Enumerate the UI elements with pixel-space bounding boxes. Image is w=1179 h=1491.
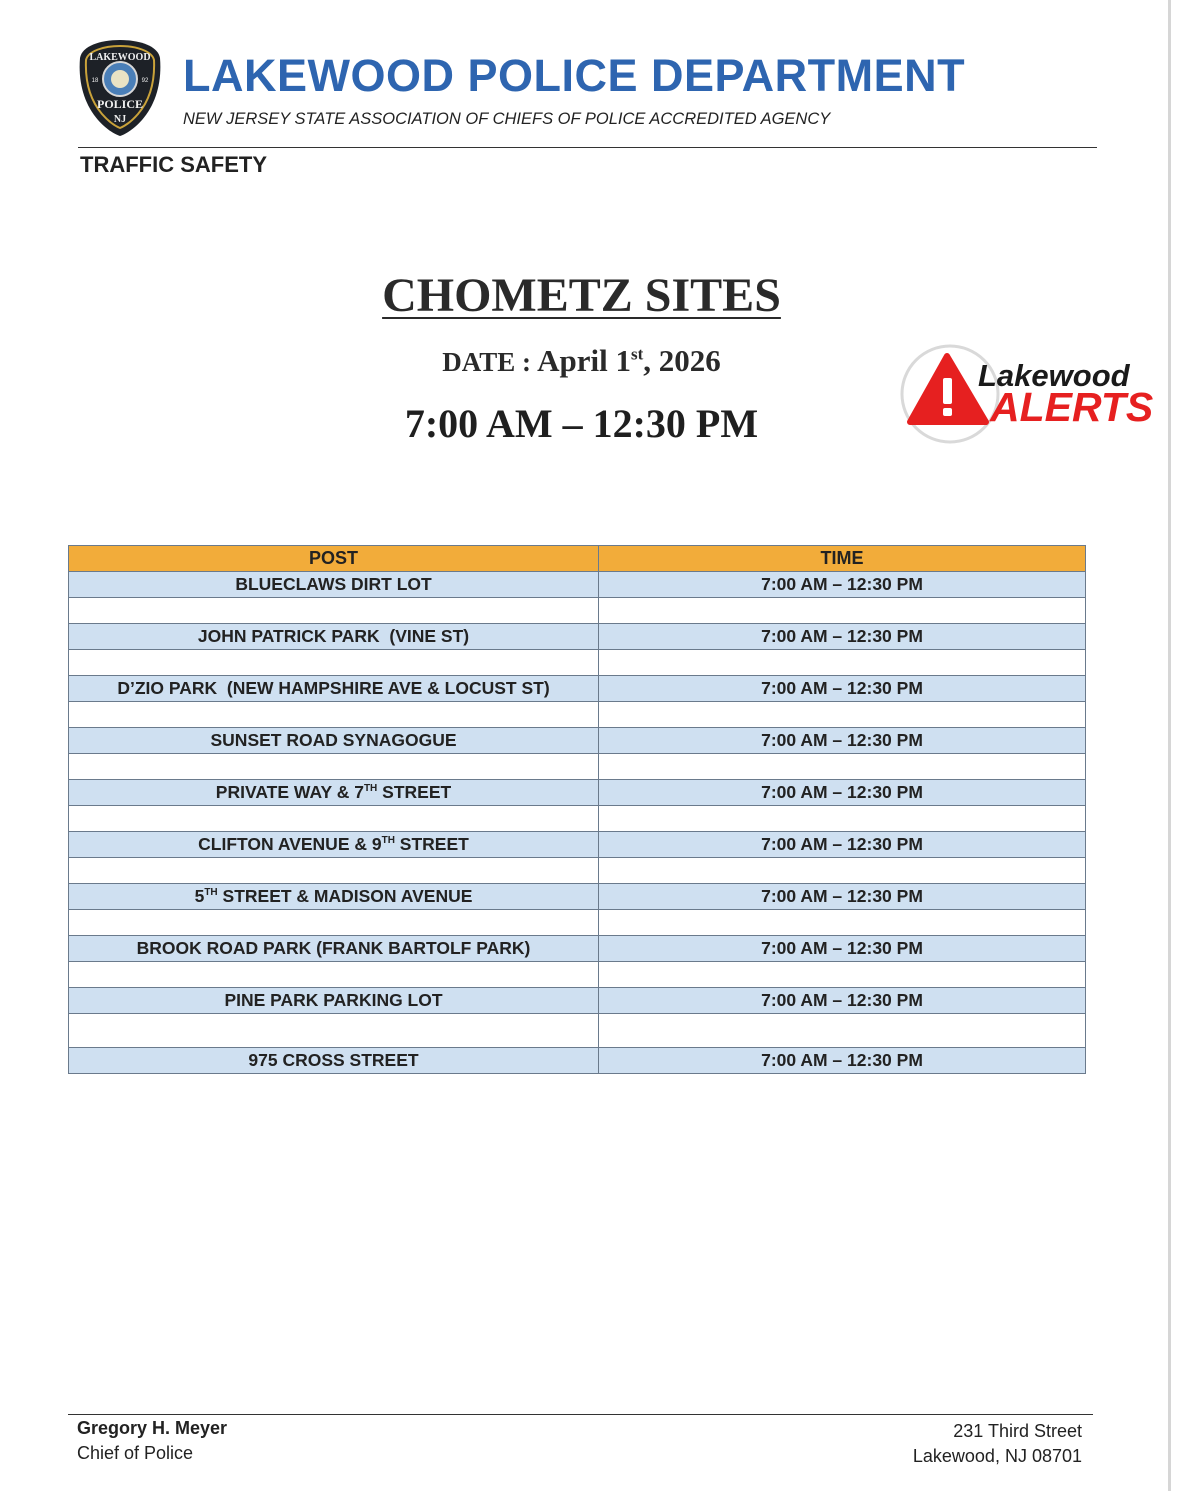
post-cell: CLIFTON AVENUE & 9TH STREET [69, 832, 599, 858]
document-title-text: CHOMETZ SITES [382, 269, 781, 322]
date-label: DATE : [442, 347, 532, 377]
table-row [69, 936, 1086, 962]
post-cell: BLUECLAWS DIRT LOT [69, 572, 599, 598]
badge-bottom-text: POLICE [96, 97, 144, 111]
time-column-header: TIME [599, 546, 1086, 572]
table-row [69, 884, 1086, 910]
address-line-2: Lakewood, NJ 08701 [912, 1446, 1082, 1466]
table-row [69, 728, 1086, 754]
spacer-row [69, 910, 1086, 936]
spacer-row [69, 1014, 1086, 1048]
badge-state-text: NJ [113, 114, 127, 125]
post-cell: SUNSET ROAD SYNAGOGUE [69, 728, 599, 754]
table-row [69, 832, 1086, 858]
badge-year-left: 18 [91, 78, 99, 84]
time-cell: 7:00 AM – 12:30 PM [599, 988, 1086, 1014]
date-year: , 2026 [643, 343, 721, 378]
post-cell: D’ZIO PARK (NEW HAMPSHIRE AVE & LOCUST ST) [69, 676, 599, 702]
table-row [69, 572, 1086, 598]
hours-line: 7:00 AM – 12:30 PM [404, 401, 759, 446]
date-main: April 1 [537, 343, 631, 378]
spacer-row [69, 962, 1086, 988]
document-title [0, 268, 1163, 323]
chief-title: Chief of Police [77, 1443, 194, 1463]
chief-name: Gregory H. Meyer [77, 1418, 228, 1438]
table-row [69, 988, 1086, 1014]
chometz-sites-table [68, 545, 1086, 1074]
post-cell: JOHN PATRICK PARK (VINE ST) [69, 624, 599, 650]
post-cell: 975 CROSS STREET [69, 1048, 599, 1074]
time-cell: 7:00 AM – 12:30 PM [599, 780, 1086, 806]
spacer-row [69, 806, 1086, 832]
footer-divider [68, 1414, 1093, 1415]
table-row [69, 780, 1086, 806]
post-cell: BROOK ROAD PARK (FRANK BARTOLF PARK) [69, 936, 599, 962]
time-cell: 7:00 AM – 12:30 PM [599, 832, 1086, 858]
post-column-header: POST [69, 546, 599, 572]
spacer-row [69, 598, 1086, 624]
post-cell: PINE PARK PARKING LOT [69, 988, 599, 1014]
address-line-1: 231 Third Street [953, 1421, 1082, 1441]
spacer-row [69, 858, 1086, 884]
header-divider [78, 147, 1097, 148]
post-cell: 5TH STREET & MADISON AVENUE [69, 884, 599, 910]
department-title: LAKEWOOD POLICE DEPARTMENT [183, 50, 966, 101]
spacer-row [69, 754, 1086, 780]
table-row [69, 676, 1086, 702]
lakewood-alerts-logo [898, 342, 1158, 446]
police-badge-logo [78, 38, 162, 138]
time-cell: 7:00 AM – 12:30 PM [599, 624, 1086, 650]
time-cell: 7:00 AM – 12:30 PM [599, 936, 1086, 962]
table-row [69, 1048, 1086, 1074]
accreditation-subtitle: NEW JERSEY STATE ASSOCIATION OF CHIEFS OF POLICE ACCREDITED AGENCY [183, 110, 831, 128]
alerts-logo-line2: ALERTS [990, 384, 1154, 430]
spacer-row [69, 702, 1086, 728]
page-edge [1168, 0, 1171, 1491]
alerts-logo-line1: Lakewood [978, 358, 1130, 393]
post-cell: PRIVATE WAY & 7TH STREET [69, 780, 599, 806]
time-cell: 7:00 AM – 12:30 PM [599, 884, 1086, 910]
section-label: TRAFFIC SAFETY [80, 152, 267, 177]
badge-year-right: 92 [141, 78, 149, 84]
spacer-row [69, 650, 1086, 676]
date-suffix: st [630, 344, 644, 364]
time-cell: 7:00 AM – 12:30 PM [599, 728, 1086, 754]
table-row [69, 624, 1086, 650]
time-cell: 7:00 AM – 12:30 PM [599, 572, 1086, 598]
time-cell: 7:00 AM – 12:30 PM [599, 676, 1086, 702]
badge-top-text: LAKEWOOD [89, 52, 151, 63]
time-cell: 7:00 AM – 12:30 PM [599, 1048, 1086, 1074]
table-header-row [69, 546, 1086, 572]
